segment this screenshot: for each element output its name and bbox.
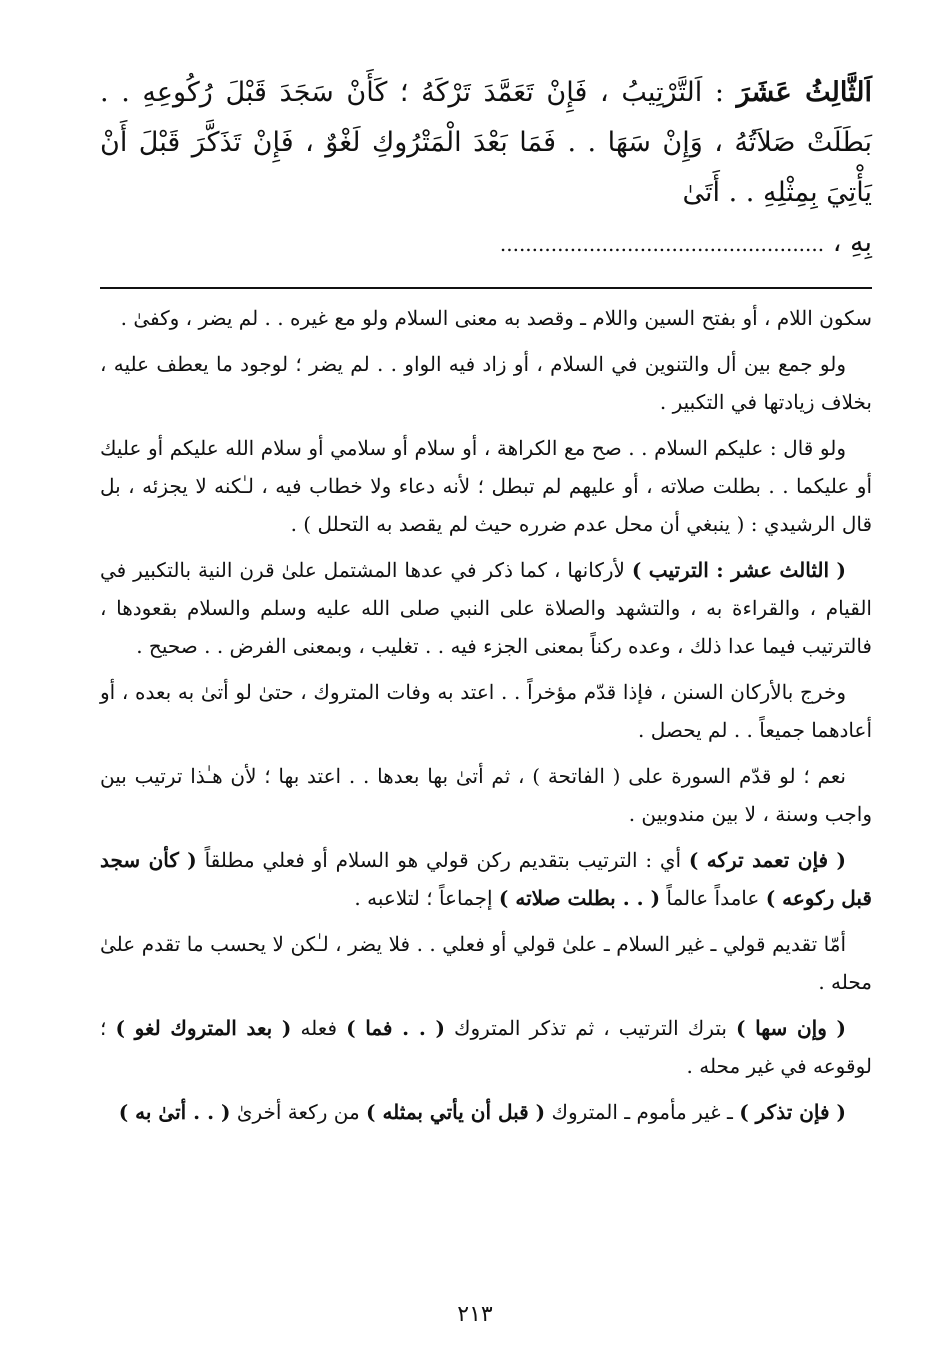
commentary-text: لأركانها ، كما ذكر في عدها المشتمل علىٰ قرن النية بالتكبير في القيام ، والقراءة به ، والتشهد والصلاة على النبي صلى الله عليه وسلم والسلام بقعودها ، فالترتيب فيما عدا ذلك ، وعده ركناً بمعنى الجزء فيه . . تغليب ، وبمعنى الفرض . . صحيح . xyxy=(100,558,872,658)
quoted-matn: ( الثالث عشر : الترتيب ) xyxy=(631,558,847,582)
footnote-divider xyxy=(100,287,872,289)
matn-text xyxy=(100,68,872,269)
page xyxy=(100,68,872,1328)
quoted-matn: ( . . بطلت صلاته ) xyxy=(498,886,661,910)
matn-tail xyxy=(100,218,872,269)
commentary-text: ـ غير مأموم ـ المتروك xyxy=(545,1100,740,1124)
sharh-paragraph-1: سكون اللام ، أو بفتح السين واللام ـ وقصد به معنى السلام ولو مع غيره . . لم يضر ، وكفىٰ . xyxy=(120,306,872,330)
quoted-matn: ( قبل أن يأتي بمثله ) xyxy=(366,1100,546,1124)
commentary-text: فعله xyxy=(291,1016,347,1040)
commentary-text: إجماعاً ؛ لتلاعبه . xyxy=(354,886,499,910)
commentary-text: بترك الترتيب ، ثم تذكر المتروك xyxy=(444,1016,737,1040)
matn-lead: اَلثَّالِثُ عَشَرَ xyxy=(736,77,872,108)
sharh-paragraph-9 xyxy=(100,1009,872,1085)
sharh-paragraph-6: نعم ؛ لو قدّم السورة على ( الفاتحة ) ، ثم أتىٰ بها بعدها . . اعتد بها ؛ لأن هـٰذا ترتيب بين واجب وسنة ، لا بين مندوبين . xyxy=(100,764,872,826)
commentary-text: أي : الترتيب بتقديم ركن قولي هو السلام أو فعلي مطلقاً xyxy=(196,848,689,872)
quoted-matn: ( بعد المتروك لغو ) xyxy=(115,1016,292,1040)
sharh-paragraph-2: ولو جمع بين أل والتنوين في السلام ، أو زاد فيه الواو . . لم يضر ؛ لوجود ما يعطف عليه ، بخلاف زيادتها في التكبير . xyxy=(100,352,872,414)
commentary-text: ؛ لوقوعه في غير محله . xyxy=(100,1016,872,1078)
sharh-paragraph-10 xyxy=(100,1093,872,1131)
matn-body: : اَلتَّرْتِيبُ ، فَإِنْ تَعَمَّدَ تَرْكَهُ ؛ كَأَنْ سَجَدَ قَبْلَ رُكُوعِهِ . . بَطَلَتْ صَلاَتُهُ ، وَإِنْ سَهَا . . فَمَا بَعْدَ الْمَتْرُوكِ لَغْوٌ ، فَإِنْ تَذَكَّرَ قَبْلَ أَنْ يَأْتِيَ بِمِثْلِهِ . . أَتَىٰ xyxy=(100,77,872,208)
quoted-matn: ( . . أتىٰ به ) xyxy=(118,1100,231,1124)
quoted-matn: ( وإن سها ) xyxy=(736,1016,847,1040)
sharh-paragraph-8: أمّا تقديم قولي ـ غير السلام ـ علىٰ قولي أو فعلي . . فلا يضر ، لـٰكن لا يحسب ما تقدم علىٰ محله . xyxy=(100,932,872,994)
commentary-text: من ركعة أخرىٰ xyxy=(230,1100,367,1124)
sharh-text xyxy=(100,299,872,1131)
sharh-paragraph-7 xyxy=(100,841,872,917)
quoted-matn: ( . . فما ) xyxy=(346,1016,445,1040)
commentary-text: عامداً عالماً xyxy=(660,886,766,910)
sharh-paragraph-3: ولو قال : عليكم السلام . . صح مع الكراهة ، أو سلام أو سلامي أو سلام الله عليكم أو عليك أو عليكما . . بطلت صلاته ، أو عليهم لم تبطل ؛ لأنه دعاء ولا خطاب فيه ، لـٰكنه لا يجزئه ، بل قال الرشيدي : ( ينبغي أن محل عدم ضرره حيث لم يقصد به التحلل ) . xyxy=(100,436,872,536)
sharh-paragraph-4 xyxy=(100,551,872,665)
quoted-matn: ( فإن تذكر ) xyxy=(739,1100,846,1124)
page-number: ٢١٣ xyxy=(457,1302,493,1327)
matn-dots: ................................................... xyxy=(499,232,825,256)
sharh-paragraph-5: وخرج بالأركان السنن ، فإذا قدّم مؤخراً . . اعتد به وفات المتروك ، حتىٰ لو أتىٰ به بعده ، أو أعادهما جميعاً . . لم يحصل . xyxy=(100,680,872,742)
matn-tail-word: بِهِ ، xyxy=(832,227,872,258)
quoted-matn: ( فإن تعمد تركه ) xyxy=(688,848,846,872)
quoted-matn: ( كأن سجد قبل ركوعه ) xyxy=(100,848,872,910)
